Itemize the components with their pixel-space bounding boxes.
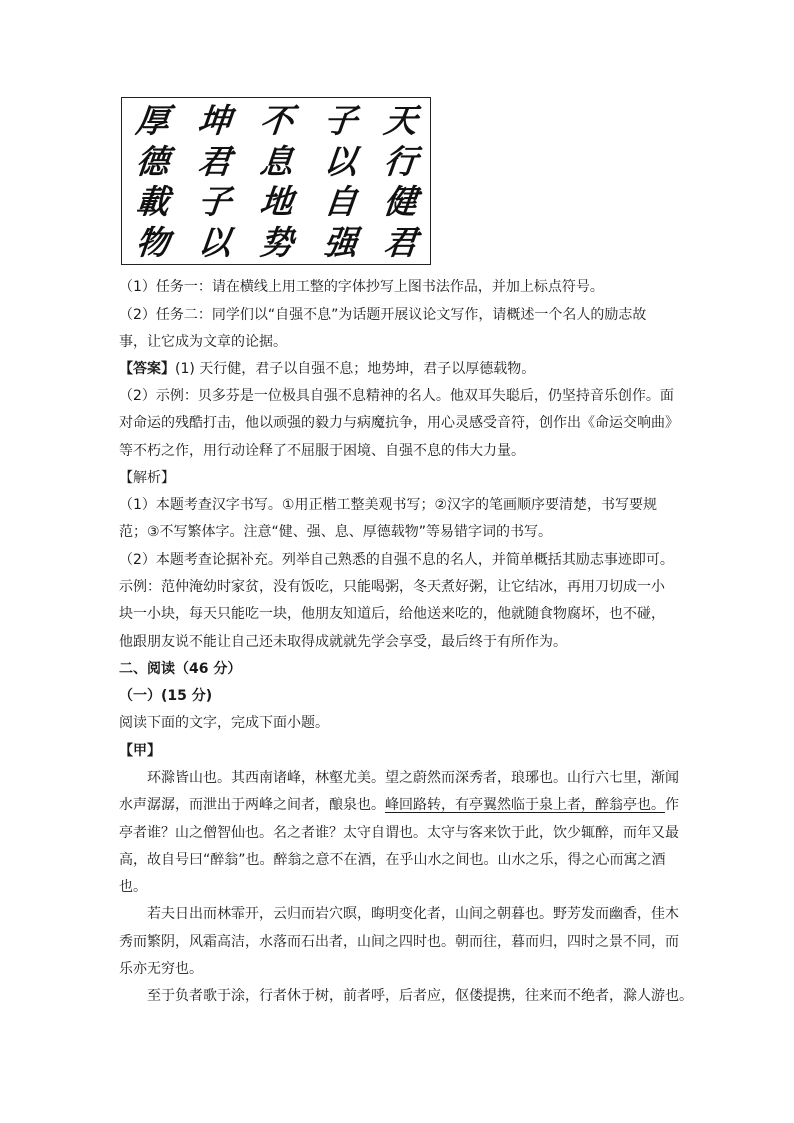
calligraphy-char: 坤	[195, 101, 233, 140]
calligraphy-char: 不	[257, 101, 295, 140]
passage-line: 至于负者歌于涂，行者休于树，前者呼，后者应，伛偻提携，往来而不绝者，滁人游也。	[147, 988, 693, 1004]
analysis-heading: 【解析】	[119, 470, 175, 486]
calligraphy-char: 息	[257, 141, 295, 181]
calligraphy-image	[121, 97, 431, 265]
task-one-line: （1）任务一：请在横线上用工整的字体抄写上图书法作品，并加上标点符号。	[119, 279, 604, 295]
calligraphy-char: 势	[257, 222, 295, 262]
task-two-line-cont: 事，让它成为文章的论据。	[119, 334, 287, 350]
calligraphy-char: 自	[321, 182, 359, 222]
calligraphy-char: 天	[381, 101, 419, 140]
subsection-heading: （一）(15 分)	[119, 688, 213, 704]
calligraphy-char: 行	[381, 141, 419, 181]
passage-text: 作	[665, 797, 679, 813]
calligraphy-column-1	[124, 102, 180, 262]
passage-line: 亭者谁？山之僧智仙也。名之者谁？太守自谓也。太守与客来饮于此，饮少辄醉，而年又最	[119, 825, 679, 841]
calligraphy-char: 君	[195, 141, 233, 181]
calligraphy-column-2	[186, 102, 242, 262]
analysis-line-4: 示例：范仲淹幼时家贫，没有饭吃，只能喝粥，冬天煮好粥，让它结冰，再用刀切成一小	[119, 579, 665, 595]
task-two-line: （2）任务二：同学们以“自强不息”为话题开展议论文写作，请概述一个名人的励志故	[119, 307, 647, 323]
calligraphy-column-5	[372, 102, 428, 262]
answer-example-line-3: 等不朽之作，用行动诠释了不屈服于困境、自强不息的伟大力量。	[119, 443, 525, 459]
calligraphy-char: 健	[381, 182, 419, 222]
calligraphy-char: 子	[321, 101, 359, 140]
answer-example-line-1: （2）示例：贝多芬是一位极具自强不息精神的名人。他双耳失聪后，仍坚持音乐创作。面	[119, 388, 674, 404]
answer-line	[119, 359, 535, 379]
answer-example-line-2: 对命运的残酷打击，他以顽强的毅力与病魔抗争，用心灵感受音符，创作出《命运交响曲》	[119, 415, 679, 431]
reading-instruction: 阅读下面的文字，完成下面小题。	[119, 715, 329, 731]
calligraphy-char: 物	[133, 222, 171, 262]
passage-line: 高，故自号曰“醉翁”也。醉翁之意不在酒，在乎山水之间也。山水之乐，得之心而寓之酒	[119, 852, 666, 868]
passage-line: 环滁皆山也。其西南诸峰，林壑尤美。望之蔚然而深秀者，琅琊也。山行六七里，渐闻	[147, 770, 679, 786]
calligraphy-char: 厚	[133, 101, 171, 140]
calligraphy-column-4	[312, 102, 368, 262]
answer-text: (1) 天行健，君子以自强不息；地势坤，君子以厚德载物。	[175, 361, 536, 377]
analysis-line-5: 块一小块，每天只能吃一块，他朋友知道后，给他送来吃的，他就随食物腐坏，也不碰，	[119, 606, 665, 622]
analysis-line-2: 范；③不写繁体字。注意“健、强、息、厚德载物”等易错字词的书写。	[119, 524, 553, 540]
passage-line	[119, 795, 679, 815]
analysis-line-6: 他跟朋友说不能让自己还未取得成就就先学会享受，最后终于有所作为。	[119, 634, 567, 650]
calligraphy-char: 强	[321, 222, 359, 262]
analysis-line-1: （1）本题考查汉字书写。①用正楷工整美观书写；②汉字的笔画顺序要清楚，书写要规	[119, 497, 658, 513]
calligraphy-char: 以	[321, 141, 359, 181]
underlined-sentence: 峰回路转，有亭翼然临于泉上者，醉翁亭也。	[385, 797, 665, 813]
passage-label-jia: 【甲】	[119, 743, 161, 759]
answer-tag: 【答案】	[119, 361, 175, 377]
calligraphy-char: 以	[195, 222, 233, 262]
section-heading-reading: 二、阅读（46 分）	[119, 661, 242, 677]
passage-line: 乐亦无穷也。	[119, 961, 203, 977]
calligraphy-char: 德	[133, 141, 171, 181]
passage-line: 若夫日出而林霏开，云归而岩穴暝，晦明变化者，山间之朝暮也。野芳发而幽香，佳木	[147, 906, 679, 922]
calligraphy-char: 載	[133, 182, 171, 222]
passage-text: 水声潺潺，而泄出于两峰之间者，酿泉也。	[119, 797, 385, 813]
calligraphy-char: 子	[195, 182, 233, 222]
calligraphy-column-3	[248, 102, 304, 262]
analysis-line-3: （2）本题考查论据补充。列举自己熟悉的自强不息的名人，并简单概括其励志事迹即可。	[119, 552, 674, 568]
calligraphy-char: 君	[381, 222, 419, 262]
passage-line: 秀而繁阴，风霜高洁，水落而石出者，山间之四时也。朝而往，暮而归，四时之景不同，而	[119, 934, 679, 950]
calligraphy-char: 地	[257, 182, 295, 222]
passage-line: 也。	[119, 879, 147, 895]
